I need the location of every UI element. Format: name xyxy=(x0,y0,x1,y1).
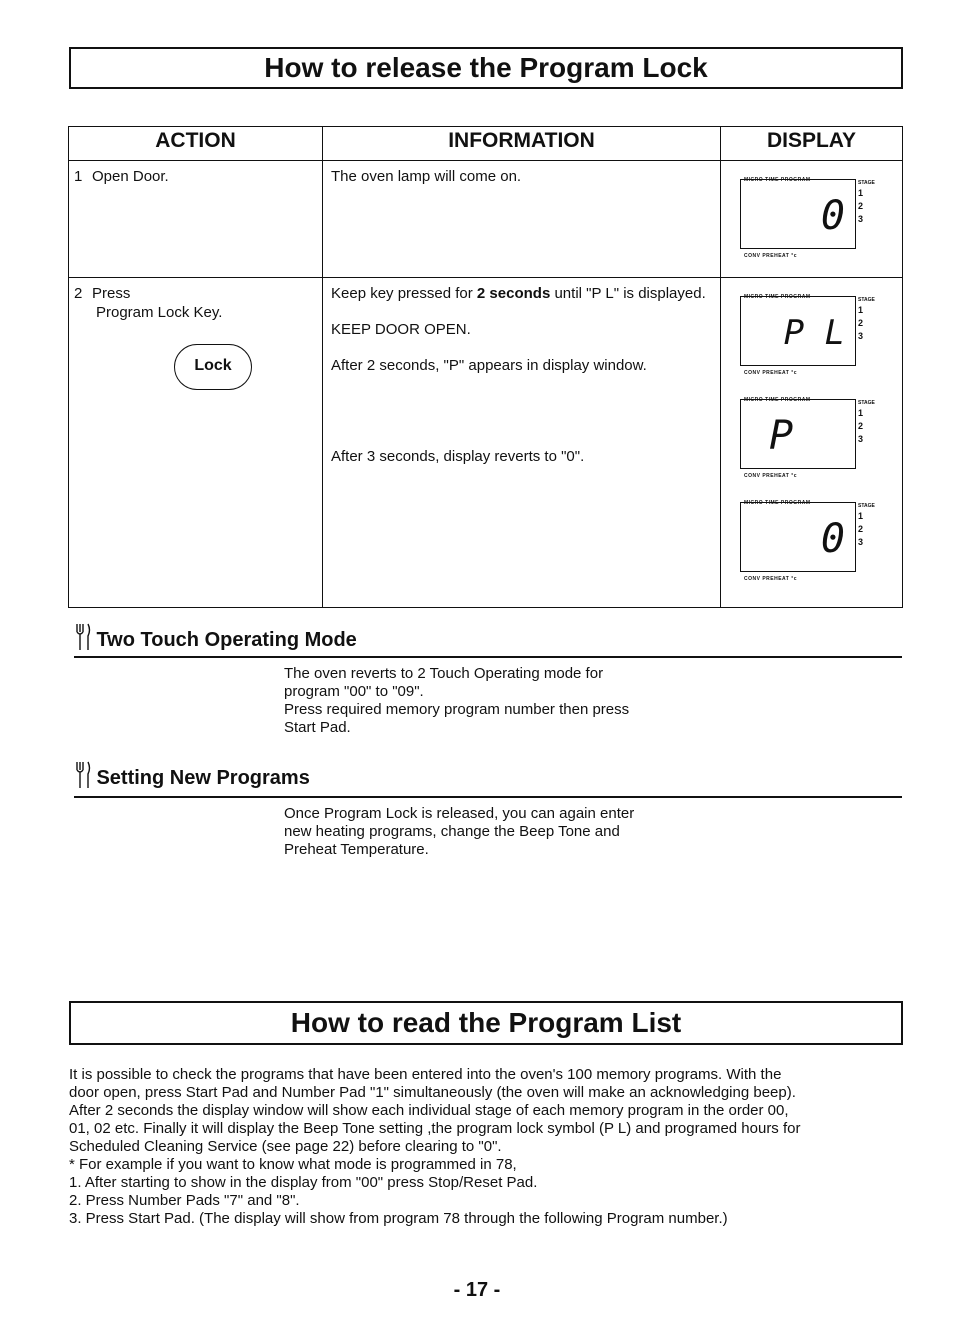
stage-3: 3 xyxy=(858,331,864,341)
utensils-icon xyxy=(74,760,92,790)
two-touch-rule xyxy=(74,656,902,658)
list-body-line: door open, press Start Pad and Number Pad "1" simultaneously (the oven will make an acknowledging beep). xyxy=(69,1084,796,1101)
display-panel-reverted xyxy=(740,494,890,589)
new-programs-heading-row xyxy=(74,760,310,790)
panel-top-labels: MICRO TIME PROGRAM xyxy=(744,294,811,300)
panel-top-labels: MICRO TIME PROGRAM xyxy=(744,177,811,183)
stage-2: 2 xyxy=(858,421,864,431)
two-touch-line: Start Pad. xyxy=(284,719,351,736)
stage-label: STAGE xyxy=(858,297,875,303)
step2-info-p1-post: until "P L" is displayed. xyxy=(550,285,706,302)
list-body-line: It is possible to check the programs that have been entered into the oven's 100 memory programs. With the xyxy=(69,1066,782,1083)
stage-1: 1 xyxy=(858,408,864,418)
new-programs-line: new heating programs, change the Beep Tone and xyxy=(284,823,620,840)
utensils-icon xyxy=(74,622,92,652)
step2-number: 2 xyxy=(74,285,83,302)
step1-action xyxy=(69,161,323,278)
display-readout: P L xyxy=(783,313,845,353)
step2-info-p4: After 3 seconds, display reverts to "0". xyxy=(331,448,585,465)
two-touch-line: Press required memory program number then press xyxy=(284,701,630,718)
step2-info-p3: After 2 seconds, "P" appears in display window. xyxy=(331,357,647,374)
display-panel xyxy=(740,171,890,266)
stage-indicator xyxy=(858,502,875,549)
display-screen xyxy=(740,399,856,469)
list-body-line: After 2 seconds the display window will show each individual stage of each memory program in the order 00, xyxy=(69,1102,789,1119)
stage-2: 2 xyxy=(858,318,864,328)
header-display: DISPLAY xyxy=(721,127,903,161)
display-panel-p xyxy=(740,391,890,486)
header-action: ACTION xyxy=(69,127,323,161)
stage-3: 3 xyxy=(858,434,864,444)
list-body-line: * For example if you want to know what mode is programmed in 78, xyxy=(69,1156,517,1173)
stage-indicator xyxy=(858,399,875,446)
lock-section-title: How to release the Program Lock xyxy=(69,47,903,89)
two-touch-line: The oven reverts to 2 Touch Operating mode for xyxy=(284,665,604,682)
step2-info-p1 xyxy=(331,284,710,303)
panel-bottom-labels: CONV PREHEAT °c xyxy=(744,370,798,376)
steps-table xyxy=(68,126,903,608)
program-list-title: How to read the Program List xyxy=(69,1001,903,1045)
stage-1: 1 xyxy=(858,188,864,198)
step2-info-p2: KEEP DOOR OPEN. xyxy=(331,321,471,338)
step2-info-p1-bold: 2 seconds xyxy=(476,285,551,302)
step2-info-p1-pre: Keep key pressed for xyxy=(331,285,477,302)
list-body-line: 1. After starting to show in the display from "00" press Stop/Reset Pad. xyxy=(69,1174,538,1191)
display-screen xyxy=(740,502,856,572)
list-body-line: 2. Press Number Pads "7" and "8". xyxy=(69,1192,300,1209)
step1-info: The oven lamp will come on. xyxy=(323,161,721,278)
new-programs-heading: Setting New Programs xyxy=(96,767,310,789)
page-number: - 17 - xyxy=(453,1279,501,1301)
stage-indicator xyxy=(858,296,875,343)
list-body-line: Scheduled Cleaning Service (see page 22) before clearing to "0". xyxy=(69,1138,502,1155)
new-programs-body xyxy=(284,805,724,859)
stage-indicator xyxy=(858,179,875,226)
step1-number: 1 xyxy=(74,168,83,185)
two-touch-heading: Two Touch Operating Mode xyxy=(96,629,357,651)
two-touch-line: program "00" to "09". xyxy=(284,683,424,700)
new-programs-line: Once Program Lock is released, you can again enter xyxy=(284,805,635,822)
step2-action xyxy=(69,278,323,608)
step1-display xyxy=(721,161,903,278)
two-touch-heading-row xyxy=(74,622,357,652)
two-touch-body xyxy=(284,665,704,737)
step2-action-line2: Program Lock Key. xyxy=(96,304,223,321)
stage-2: 2 xyxy=(858,524,864,534)
stage-1: 1 xyxy=(858,511,864,521)
stage-3: 3 xyxy=(858,214,864,224)
step2-info xyxy=(323,278,721,608)
stage-3: 3 xyxy=(858,537,864,547)
panel-bottom-labels: CONV PREHEAT °c xyxy=(744,253,798,259)
display-readout: 0 xyxy=(820,193,845,239)
panel-bottom-labels: CONV PREHEAT °c xyxy=(744,576,798,582)
display-screen xyxy=(740,296,856,366)
step1-action-text: Open Door. xyxy=(92,168,169,185)
list-body-line: 3. Press Start Pad. (The display will show from program 78 through the following Program number.) xyxy=(69,1210,728,1227)
stage-label: STAGE xyxy=(858,180,875,186)
program-lock-key[interactable]: Lock xyxy=(174,344,252,390)
panel-top-labels: MICRO TIME PROGRAM xyxy=(744,397,811,403)
step2-action-line1: Press xyxy=(92,285,131,302)
stage-label: STAGE xyxy=(858,400,875,406)
stage-2: 2 xyxy=(858,201,864,211)
display-readout: P xyxy=(769,413,794,459)
list-body-line: 01, 02 etc. Finally it will display the Beep Tone setting ,the program lock symbol (P L) and programed hours for xyxy=(69,1120,801,1137)
display-screen xyxy=(740,179,856,249)
display-panel-flashing xyxy=(740,288,890,383)
new-programs-rule xyxy=(74,796,902,798)
program-list-body xyxy=(69,1066,909,1228)
step2-display xyxy=(721,278,903,608)
display-readout: 0 xyxy=(820,516,845,562)
header-information: INFORMATION xyxy=(323,127,721,161)
stage-1: 1 xyxy=(858,305,864,315)
stage-label: STAGE xyxy=(858,503,875,509)
panel-top-labels: MICRO TIME PROGRAM xyxy=(744,500,811,506)
panel-bottom-labels: CONV PREHEAT °c xyxy=(744,473,798,479)
new-programs-line: Preheat Temperature. xyxy=(284,841,429,858)
